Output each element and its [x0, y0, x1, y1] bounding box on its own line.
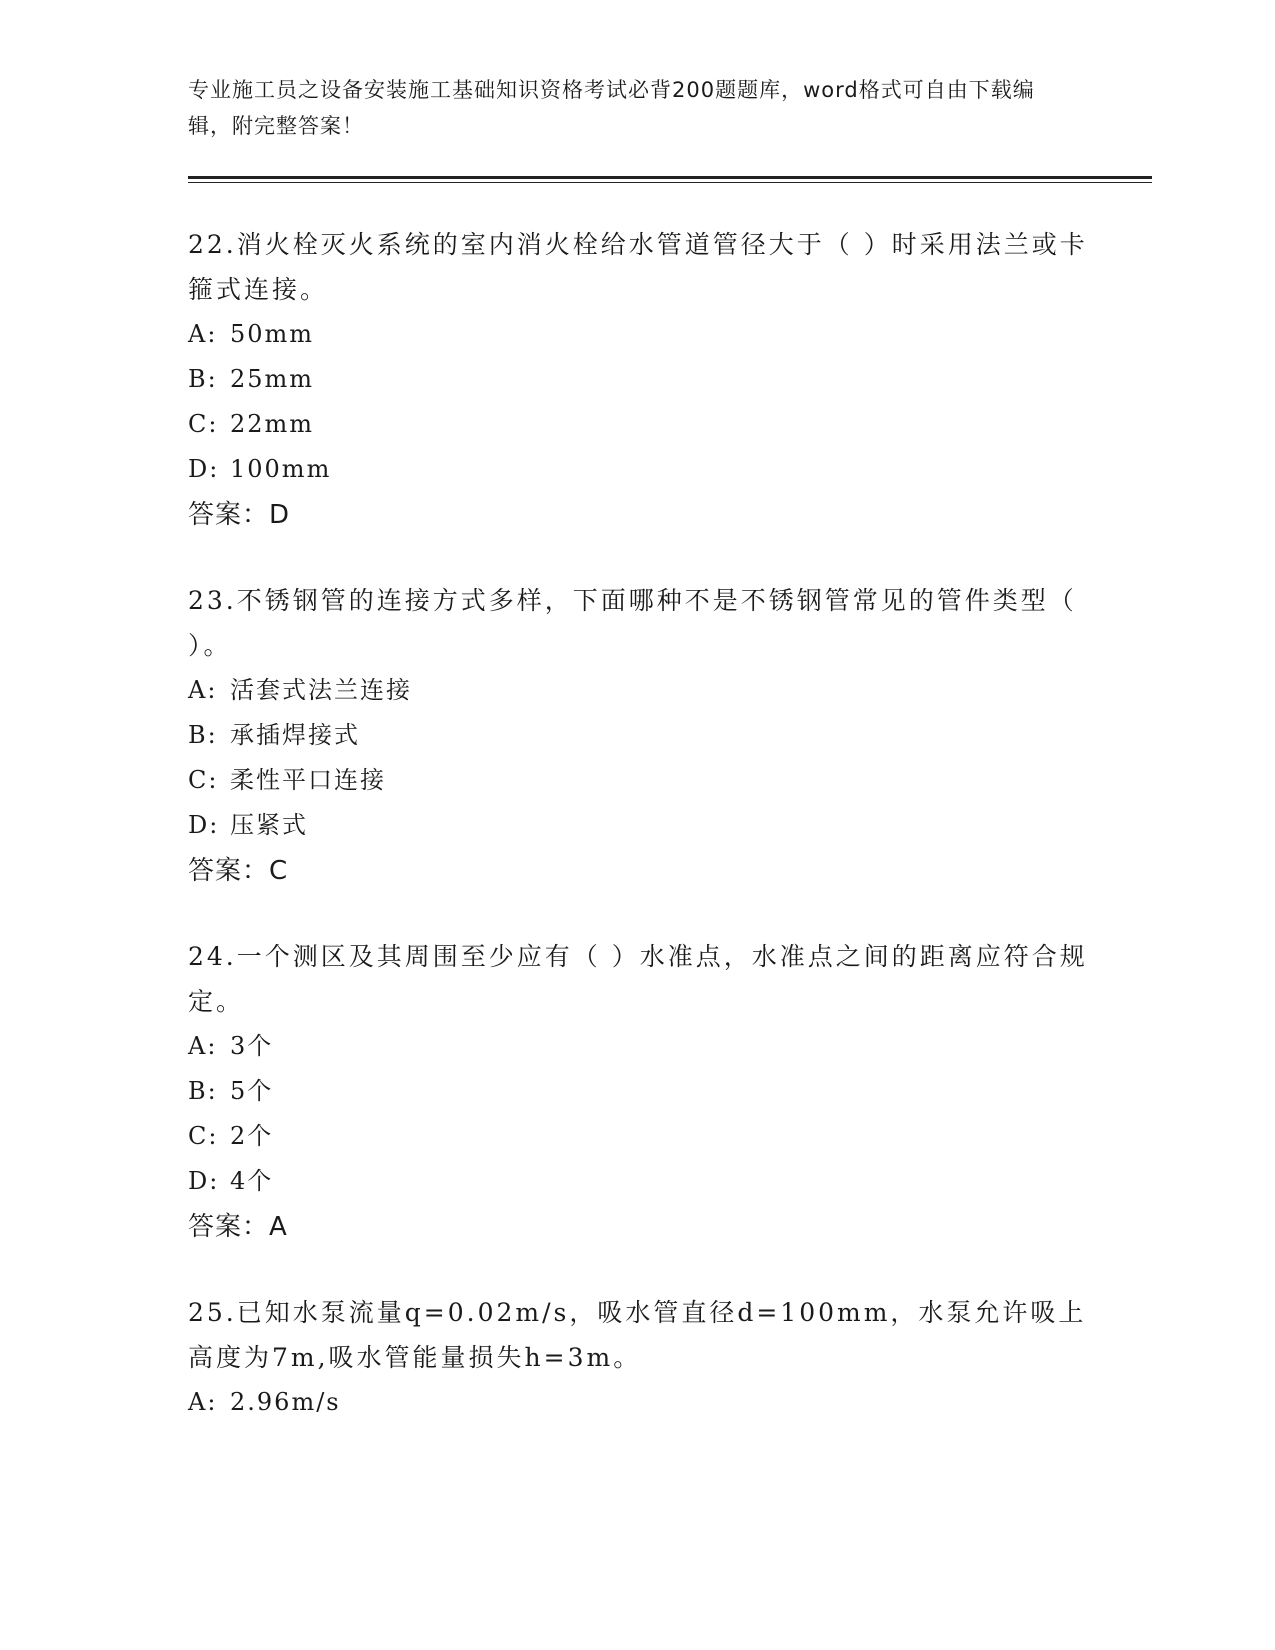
question-number: 22. [188, 230, 237, 259]
answer: 答案：C [188, 856, 289, 886]
question-text: 已知水泵流量q=0.02m/s，吸水管直径d=100mm，水泵允许吸上高度为7m,吸水管能量损失h=3m。 [188, 1298, 1087, 1372]
question-stem [188, 578, 1088, 668]
question-25 [188, 1290, 1088, 1425]
option-b [188, 713, 1088, 758]
option-a [188, 312, 1088, 357]
question-22 [188, 222, 1088, 538]
question-24 [188, 934, 1088, 1250]
option-c [188, 758, 1088, 803]
document-header: 专业施工员之设备安装施工基础知识资格考试必背200题题库，word格式可自由下载编辑，附完整答案！ [188, 78, 1035, 138]
option-letter: A: [188, 1388, 218, 1416]
question-stem [188, 934, 1088, 1024]
question-text: 消火栓灭火系统的室内消火栓给水管道管径大于（ ）时采用法兰或卡箍式连接。 [188, 230, 1088, 304]
option-text: 5个 [230, 1077, 274, 1105]
question-number: 25. [188, 1298, 237, 1327]
option-text: 4个 [230, 1167, 274, 1195]
option-text: 25mm [230, 365, 315, 393]
option-letter: C: [188, 766, 219, 794]
option-text: 承插焊接式 [230, 721, 360, 749]
option-text: 100mm [230, 455, 332, 483]
option-b [188, 1069, 1088, 1114]
option-letter: B: [188, 1077, 218, 1105]
option-letter: B: [188, 365, 218, 393]
option-text: 活套式法兰连接 [230, 676, 412, 704]
question-text: 不锈钢管的连接方式多样，下面哪种不是不锈钢管常见的管件类型（ ）。 [188, 586, 1077, 660]
option-text: 50mm [230, 320, 315, 348]
option-a [188, 1380, 1088, 1425]
option-a [188, 668, 1088, 713]
option-letter: D: [188, 1167, 220, 1195]
option-text: 柔性平口连接 [230, 766, 386, 794]
option-text: 22mm [230, 410, 315, 438]
option-text: 3个 [230, 1032, 274, 1060]
question-text: 一个测区及其周围至少应有（ ）水准点，水准点之间的距离应符合规定。 [188, 942, 1088, 1016]
option-text: 2.96m/s [230, 1388, 341, 1416]
option-text: 压紧式 [230, 811, 308, 839]
option-d [188, 447, 1088, 492]
option-letter: D: [188, 811, 220, 839]
answer: 答案：A [188, 1212, 288, 1242]
question-stem [188, 222, 1088, 312]
option-a [188, 1024, 1088, 1069]
option-b [188, 357, 1088, 402]
header-divider-thick [188, 176, 1152, 179]
option-letter: A: [188, 676, 218, 704]
option-d [188, 803, 1088, 848]
option-letter: C: [188, 410, 219, 438]
question-stem [188, 1290, 1088, 1380]
option-c [188, 1114, 1088, 1159]
option-text: 2个 [230, 1122, 274, 1150]
option-d [188, 1159, 1088, 1204]
option-c [188, 402, 1088, 447]
question-number: 24. [188, 942, 237, 971]
answer: 答案：D [188, 500, 291, 530]
option-letter: C: [188, 1122, 219, 1150]
header-divider-thin [188, 182, 1152, 183]
question-number: 23. [188, 586, 237, 615]
option-letter: A: [188, 320, 218, 348]
option-letter: B: [188, 721, 218, 749]
option-letter: A: [188, 1032, 218, 1060]
question-23 [188, 578, 1088, 894]
option-letter: D: [188, 455, 220, 483]
